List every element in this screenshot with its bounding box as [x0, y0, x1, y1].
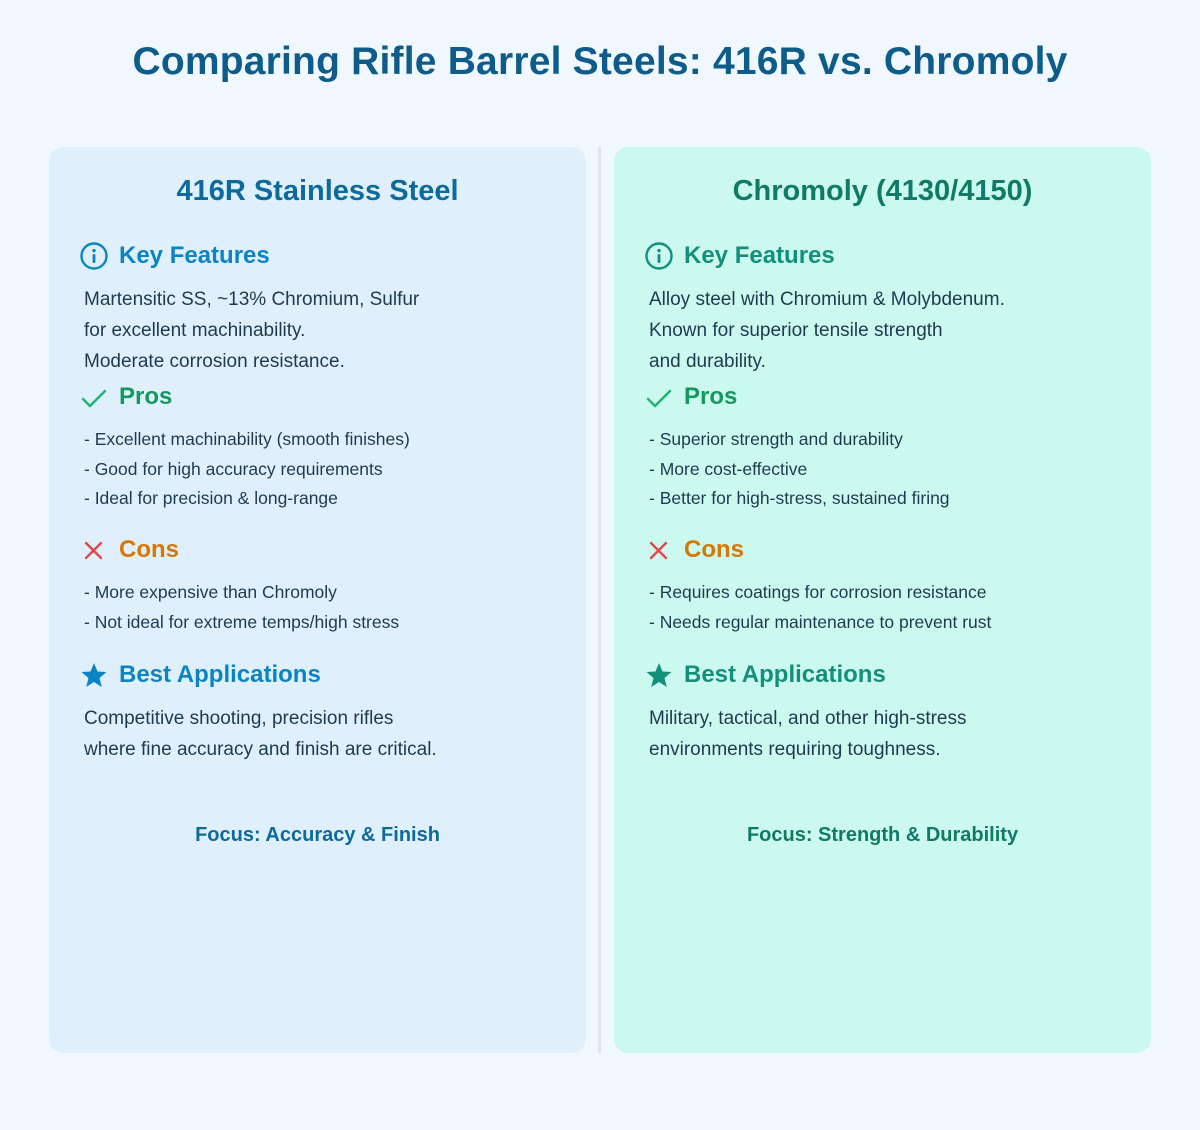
key-features-heading — [79, 241, 270, 271]
best-applications-text — [84, 703, 437, 765]
text-line: for excellent machinability. — [84, 320, 306, 341]
cons-list — [84, 578, 399, 637]
text-line: Competitive shooting, precision rifles — [84, 708, 394, 729]
list-item: - Requires coatings for corrosion resistance — [649, 582, 987, 602]
page-title: Comparing Rifle Barrel Steels: 416R vs. Chromoly — [132, 40, 1068, 83]
check-icon — [79, 382, 109, 412]
list-item: - Ideal for precision & long-range — [84, 488, 338, 508]
best-applications-heading — [79, 660, 321, 690]
list-item: - More cost-effective — [649, 458, 808, 479]
cons-heading — [644, 535, 744, 565]
best-applications-heading — [644, 660, 886, 690]
star-icon — [79, 660, 109, 690]
key-features-text — [649, 284, 1005, 377]
cons-list — [649, 578, 991, 637]
key-features-heading — [644, 241, 835, 271]
text-line: environments requiring toughness. — [649, 739, 941, 760]
pros-heading — [644, 382, 737, 412]
cons-label: Cons — [684, 536, 744, 563]
text-line: where fine accuracy and finish are critical. — [84, 739, 437, 760]
text-line: and durability. — [649, 351, 766, 372]
pros-label: Pros — [684, 383, 738, 410]
text-line: Military, tactical, and other high-stress — [649, 708, 967, 729]
x-icon — [644, 535, 674, 565]
text-line: Moderate corrosion resistance. — [84, 351, 345, 372]
card-chromoly — [614, 147, 1151, 1053]
list-item: - Superior strength and durability — [649, 429, 903, 449]
list-item: - Excellent machinability (smooth finishes) — [84, 429, 410, 449]
list-item: - Good for high accuracy requirements — [84, 458, 383, 479]
card-title: Chromoly (4130/4150) — [732, 175, 1033, 207]
pros-heading — [79, 382, 172, 412]
text-line: Known for superior tensile strength — [649, 320, 943, 341]
pros-label: Pros — [119, 383, 173, 410]
key-features-text — [84, 284, 419, 377]
best-applications-text — [649, 703, 967, 765]
check-icon — [644, 382, 674, 412]
divider — [598, 147, 601, 1053]
text-line: Martensitic SS, ~13% Chromium, Sulfur — [84, 289, 420, 310]
card-title: 416R Stainless Steel — [176, 175, 459, 207]
list-item: - More expensive than Chromoly — [84, 582, 337, 602]
cons-heading — [79, 535, 179, 565]
pros-list — [649, 425, 950, 514]
card-416r — [49, 147, 586, 1053]
key-features-label: Key Features — [684, 242, 835, 269]
x-icon — [79, 535, 109, 565]
best-applications-label: Best Applications — [684, 661, 886, 688]
focus-label: Focus: Accuracy & Finish — [195, 824, 440, 846]
key-features-label: Key Features — [119, 242, 270, 269]
list-item: - Better for high-stress, sustained firing — [649, 488, 950, 508]
info-circle-icon — [644, 241, 674, 271]
cons-label: Cons — [119, 536, 179, 563]
info-circle-icon — [79, 241, 109, 271]
best-applications-label: Best Applications — [119, 661, 321, 688]
text-line: Alloy steel with Chromium & Molybdenum. — [649, 289, 1005, 310]
focus-label: Focus: Strength & Durability — [746, 824, 1019, 846]
pros-list — [84, 425, 410, 514]
list-item: - Needs regular maintenance to prevent rust — [649, 611, 992, 632]
star-icon — [644, 660, 674, 690]
list-item: - Not ideal for extreme temps/high stress — [84, 611, 400, 632]
